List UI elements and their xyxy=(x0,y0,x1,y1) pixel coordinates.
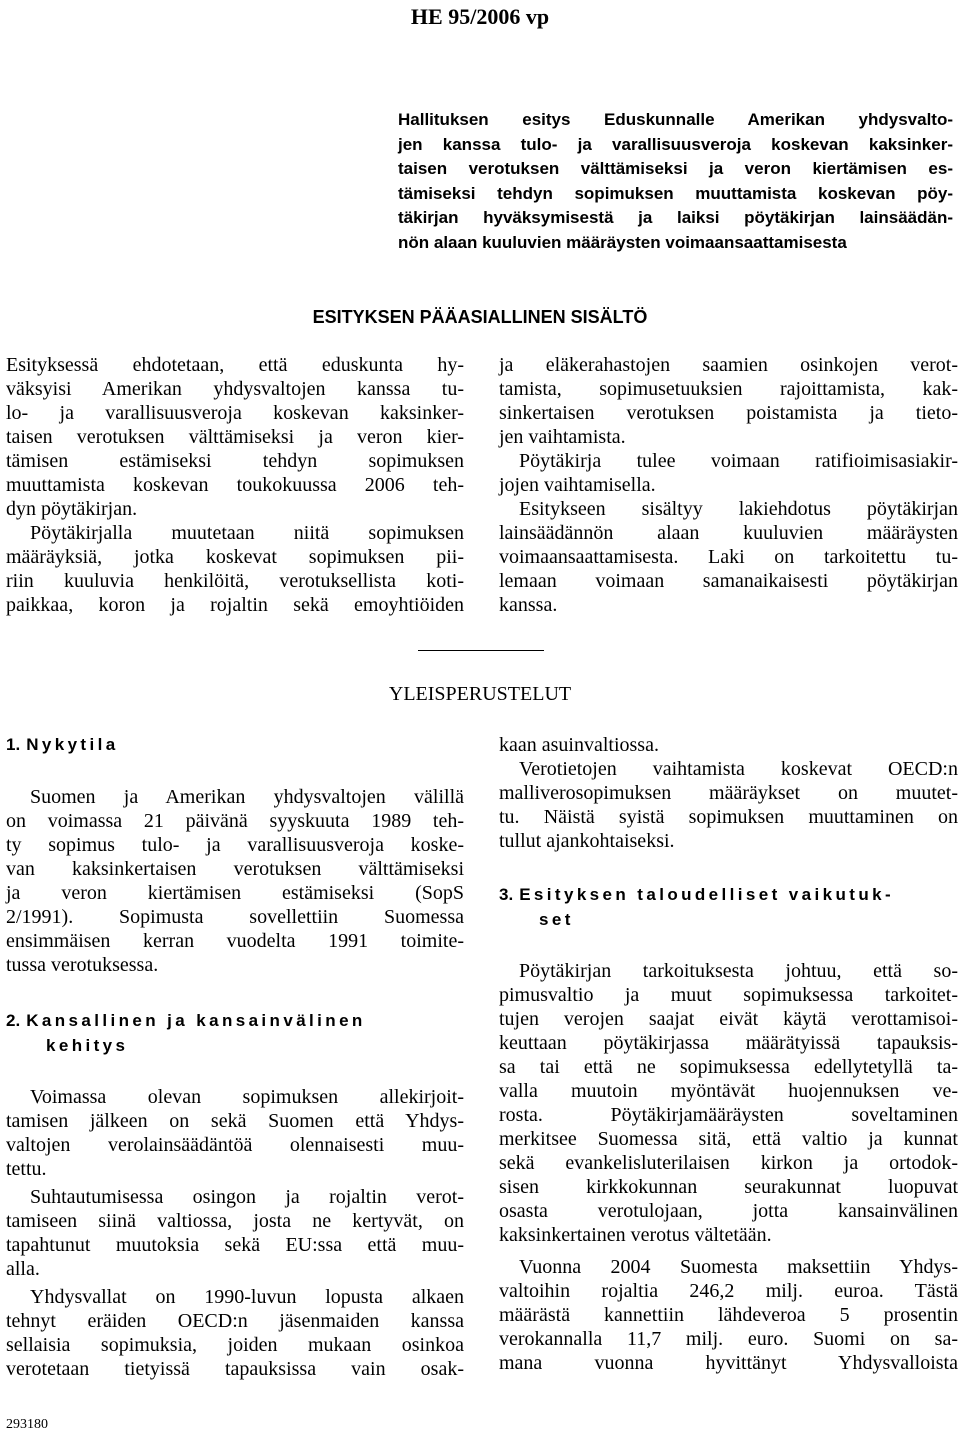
section-3-line: Pöytäkirjan tarkoituksesta johtuu, että so- xyxy=(519,960,958,982)
section-3-line: rosta. Pöytäkirjamääräysten soveltaminen xyxy=(499,1104,958,1126)
section-title: Nykytila xyxy=(26,735,119,754)
section-2-line: sellaisia sopimuksia, joiden mukaan osinkoa xyxy=(6,1334,464,1356)
section-3-line: sa tai että ne sopimuksessa edellytetyllä ta- xyxy=(499,1056,958,1078)
summary-right-line: lemaan voimaan samanaikaisesti pöytäkirjan xyxy=(499,570,958,592)
section-2-line: verotetaan tietyissä tapauksissa vain osak- xyxy=(6,1358,464,1380)
section-1-line: ensimmäisen kerran vuodelta 1991 toimite- xyxy=(6,930,464,952)
section-3-line: valtoihin rojaltia 246,2 milj. euroa. Tästä xyxy=(499,1280,958,1302)
title-line: Hallituksen esitys Eduskunnalle Amerikan yhdysvalto- xyxy=(398,110,953,129)
section-1-line: on voimassa 21 päivänä syyskuuta 1989 teh- xyxy=(6,810,464,832)
section-3-heading-cont: set xyxy=(539,910,574,929)
section-1-line: ja veron kiertämisen estämiseksi (SopS xyxy=(6,882,464,904)
section-3-line: tujen verojen saajat eivät käytä verottamisoi- xyxy=(499,1008,958,1030)
summary-right-line: kanssa. xyxy=(499,594,558,616)
summary-left-line: väksyisi Amerikan yhdysvaltojen kanssa tu- xyxy=(6,378,464,400)
section-3-line: kaksinkertainen verotus vältetään. xyxy=(499,1224,772,1246)
section-3-line: valla muutoin myöntävät huojennuksen ve- xyxy=(499,1080,958,1102)
section-2-line: Yhdysvallat on 1990-luvun lopusta alkaen xyxy=(30,1286,464,1308)
section-number: 2. xyxy=(6,1011,21,1030)
summary-right-line: sinkertaisen verotuksen poistamista ja tieto- xyxy=(499,402,958,424)
summary-right-line: voimaansaattamisesta. Laki on tarkoitettu tu- xyxy=(499,546,958,568)
section-2-line: tettu. xyxy=(6,1158,47,1180)
section-1-line: tussa verotuksessa. xyxy=(6,954,159,976)
summary-right-line: ja eläkerahastojen saamien osinkojen verot- xyxy=(499,354,958,376)
section-3-line: osasta verotulojaan, jotta kansainvälinen xyxy=(499,1200,958,1222)
section-number: 1. xyxy=(6,735,21,754)
section-title: Esityksen taloudelliset vaikutuk- xyxy=(519,885,895,904)
right-column-line: tu. Näistä syistä sopimuksen muuttaminen on xyxy=(499,806,958,828)
page-number: 293180 xyxy=(6,1417,48,1432)
section-2-line: alla. xyxy=(6,1258,40,1280)
title-line: täkirjan hyväksymisestä ja laiksi pöytäkirjan lainsäädän- xyxy=(398,208,953,227)
title-line: taisen verotuksen välttämiseksi ja veron kiertämisen es- xyxy=(398,159,953,178)
summary-right-line: Pöytäkirja tulee voimaan ratifioimisasiakir- xyxy=(519,450,958,472)
right-column-line: Verotietojen vaihtamista koskevat OECD:n xyxy=(519,758,958,780)
title-line: jen kanssa tulo- ja varallisuusveroja koskevan kaksinker- xyxy=(398,134,953,154)
section-2-line: tehnyt eräiden OECD:n jäsenmaiden kanssa xyxy=(6,1310,464,1332)
section-2-line: tamisen jälkeen on sekä Suomen että Yhdys- xyxy=(6,1110,464,1132)
basic-heading: YLEISPERUSTELUT xyxy=(388,683,572,705)
section-2-heading-cont: kehitys xyxy=(46,1036,129,1055)
section-2-line: tapahtunut muutoksia sekä EU:ssa että muu- xyxy=(6,1234,464,1256)
summary-right-line: Esitykseen sisältyy lakiehdotus pöytäkirjan xyxy=(519,498,958,520)
section-3-line: Vuonna 2004 Suomesta maksettiin Yhdys- xyxy=(519,1256,958,1278)
summary-right-line: jojen vaihtamisella. xyxy=(499,474,656,496)
summary-left-line: dyn pöytäkirjan. xyxy=(6,498,138,520)
title-line: nön alaan kuuluvien määräysten voimaansaattamisesta xyxy=(398,232,847,252)
section-3-line: määrästä kannettiin lähdeveroa 5 prosentin xyxy=(499,1304,958,1326)
document-code: HE 95/2006 vp xyxy=(410,4,550,29)
summary-left-line: riin kuuluvia henkilöitä, verotuksellista koti- xyxy=(6,570,464,592)
summary-left-line: määräyksiä, jotka koskevat sopimuksen pii- xyxy=(6,546,464,568)
section-3-heading xyxy=(499,883,894,907)
summary-left-line: Pöytäkirjalla muutetaan niitä sopimuksen xyxy=(30,522,464,544)
section-3-line: sisen kirkkokunnan seurakunnat luopuvat xyxy=(499,1176,958,1198)
section-1-line: Suomen ja Amerikan yhdysvaltojen välillä xyxy=(30,786,464,808)
document-title xyxy=(398,108,953,255)
section-3-line: merkitsee Suomessa sitä, että valtio ja kunnat xyxy=(499,1128,958,1150)
section-1-line: ty sopimus tulo- ja varallisuusveroja koske- xyxy=(6,834,464,856)
summary-right-line: jen vaihtamista. xyxy=(499,426,626,448)
section-2-line: Suhtautumisessa osingon ja rojaltin verot- xyxy=(30,1186,464,1208)
section-3-line: verokannalla 11,7 milj. euro. Suomi on sa- xyxy=(499,1328,958,1350)
section-3-line: keuttaan pöytäkirjassa määrätyissä tapauksis- xyxy=(499,1032,958,1054)
section-2-heading xyxy=(6,1009,366,1033)
section-3-line: mana vuonna hyvittänyt Yhdysvalloista xyxy=(499,1352,958,1374)
right-column-line: kaan asuinvaltiossa. xyxy=(499,734,659,756)
section-1-heading xyxy=(6,733,119,757)
title-line: tämiseksi tehdyn sopimuksen muuttamista koskevan pöy- xyxy=(398,183,953,203)
section-divider xyxy=(418,650,544,651)
section-3-line: pimusvaltio ja muut sopimuksessa tarkoitet- xyxy=(499,984,958,1006)
summary-heading: ESITYKSEN PÄÄASIALLINEN SISÄLTÖ xyxy=(312,307,648,327)
right-column-line: malliverosopimuksen määräykset on muutet- xyxy=(499,782,958,804)
section-1-line: 2/1991). Sopimusta sovellettiin Suomessa xyxy=(6,906,464,928)
right-column-line: tullut ajankohtaiseksi. xyxy=(499,830,675,852)
section-1-line: van kaksinkertaisen verotuksen välttämiseksi xyxy=(6,858,464,880)
section-2-line: valtojen verolainsäädäntöä olennaisesti muu- xyxy=(6,1134,464,1156)
section-2-line: tamiseen siinä valtiossa, josta ne kertyvät, on xyxy=(6,1210,464,1232)
summary-left-line: tämisen estämiseksi tehdyn sopimuksen xyxy=(6,450,464,472)
section-title: Kansallinen ja kansainvälinen xyxy=(26,1011,366,1030)
summary-right-line: lainsäädännön alaan kuuluvien määräysten xyxy=(499,522,958,544)
summary-left-line: paikkaa, koron ja rojaltin sekä emoyhtiöiden xyxy=(6,594,464,616)
summary-left-line: muuttamista koskevan toukokuussa 2006 teh- xyxy=(6,474,464,496)
summary-right-line: tamista, sopimusetuuksien rajoittamista, kak- xyxy=(499,378,958,400)
section-2-line: Voimassa olevan sopimuksen allekirjoit- xyxy=(30,1086,464,1108)
section-3-line: sekä evankelisluterilaisen kirkon ja ortodok- xyxy=(499,1152,958,1174)
summary-left-line: Esityksessä ehdotetaan, että eduskunta hy- xyxy=(6,354,464,376)
section-number: 3. xyxy=(499,885,514,904)
summary-left-line: lo- ja varallisuusveroja koskevan kaksinker- xyxy=(6,402,464,424)
summary-left-line: taisen verotuksen välttämiseksi ja veron kier- xyxy=(6,426,464,448)
